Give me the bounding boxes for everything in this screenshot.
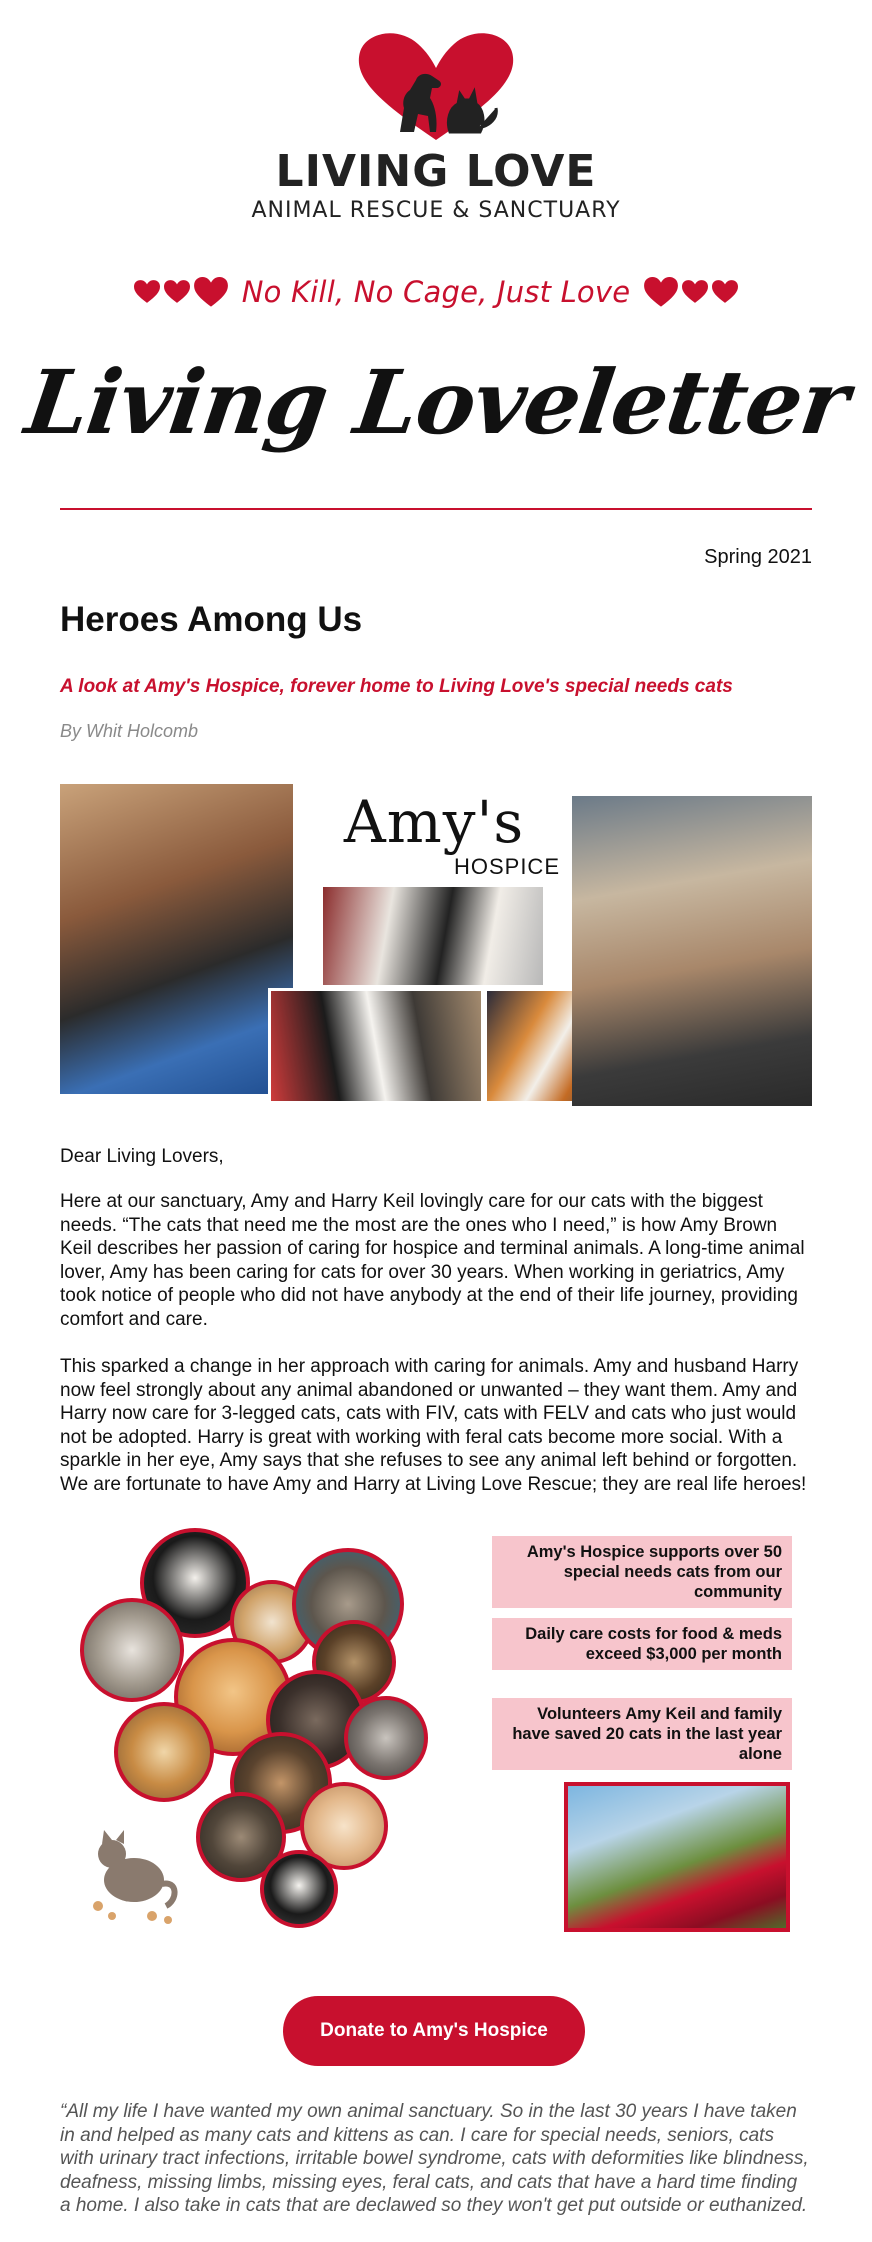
left-hearts-icon — [134, 277, 228, 308]
logo-subtitle: ANIMAL RESCUE & SANCTUARY — [251, 198, 621, 223]
living-love-logo — [0, 28, 872, 223]
amys-hospice-logo — [296, 788, 572, 884]
donate-button[interactable]: Donate to Amy's Hospice — [283, 1996, 585, 2066]
body-paragraph-1: Here at our sanctuary, Amy and Harry Keil lovingly care for our cats with the biggest needs. “The cats that need me the most are the ones who I need,” is how Amy Brown Keil describes her passion of caring for hospice and terminal animals. A long-time animal lover, Amy has been caring for cats for over 30 years. When working in geriatrics, Amy took notice of people who did not have anybody at the end of their life journey, providing comfort and care. — [60, 1191, 805, 1330]
cat-photo-circle — [344, 1696, 428, 1780]
fact-box: Amy's Hospice supports over 50 special needs cats from our community — [492, 1536, 792, 1608]
photo-amy-superhero-with-cat — [564, 1782, 790, 1932]
fact-box: Volunteers Amy Keil and family have saved 20 cats in the last year alone — [492, 1698, 792, 1770]
photo-cats-lounging — [320, 884, 546, 988]
amys-logo-hospice: HOSPICE — [453, 854, 560, 879]
article-byline: By Whit Holcomb — [60, 721, 199, 741]
photo-amy-with-cat — [60, 784, 293, 1094]
greeting: Dear Living Lovers, — [60, 1146, 224, 1167]
hero-collage — [60, 784, 812, 1106]
cartoon-cat-icon — [82, 1820, 182, 1930]
cat-photo-circle — [260, 1850, 338, 1928]
divider — [60, 508, 812, 510]
amys-logo-word: Amy's — [343, 788, 525, 856]
tagline — [0, 270, 872, 314]
tagline-text: No Kill, No Cage, Just Love — [241, 275, 631, 309]
article-subheadline: A look at Amy's Hospice, forever home to Living Love's special needs cats — [60, 676, 733, 697]
fact-box: Daily care costs for food & meds exceed $3,000 per month — [492, 1618, 792, 1670]
newsletter-title: Living Loveletter — [19, 350, 855, 454]
cat-photo-circle — [114, 1702, 214, 1802]
amy-quote: “All my life I have wanted my own animal sanctuary. So in the last 30 years I have taken in and helped as many cats and kittens as can. I care for special needs, seniors, cats with urinary tract infections, irritable bowel syndrome, cats with deformities like blindness, deafness, missing limbs, missing eyes, feral cats, and cats that have a hard time finding a home. I also take in cats that are declawed so they won't get put outside or euthanized. — [60, 2101, 809, 2216]
article-headline: Heroes Among Us — [60, 600, 363, 639]
issue-date: Spring 2021 — [704, 546, 812, 568]
logo-name: LIVING LOVE — [275, 146, 597, 197]
infographic — [80, 1520, 792, 1950]
heart-pets-logo-icon — [346, 28, 526, 148]
photo-harry-with-kitten — [572, 796, 812, 1106]
photo-cats-pair — [268, 988, 484, 1104]
right-hearts-icon — [644, 277, 738, 308]
cat-photo-circle — [80, 1598, 184, 1702]
body-paragraph-2: This sparked a change in her approach with caring for animals. Amy and husband Harry now feel strongly about any animal abandoned or unwanted – they want them. Amy and Harry now care for 3-legged cats, cats with FIV, cats with FELV and cats who just would not be adopted. Harry is great with working with feral cats become more social. With a sparkle in her eye, Amy says that she refuses to see any animal left behind or forgotten. We are fortunate to have Amy and Harry at Living Love Rescue; they are real life heroes! — [60, 1356, 807, 1495]
